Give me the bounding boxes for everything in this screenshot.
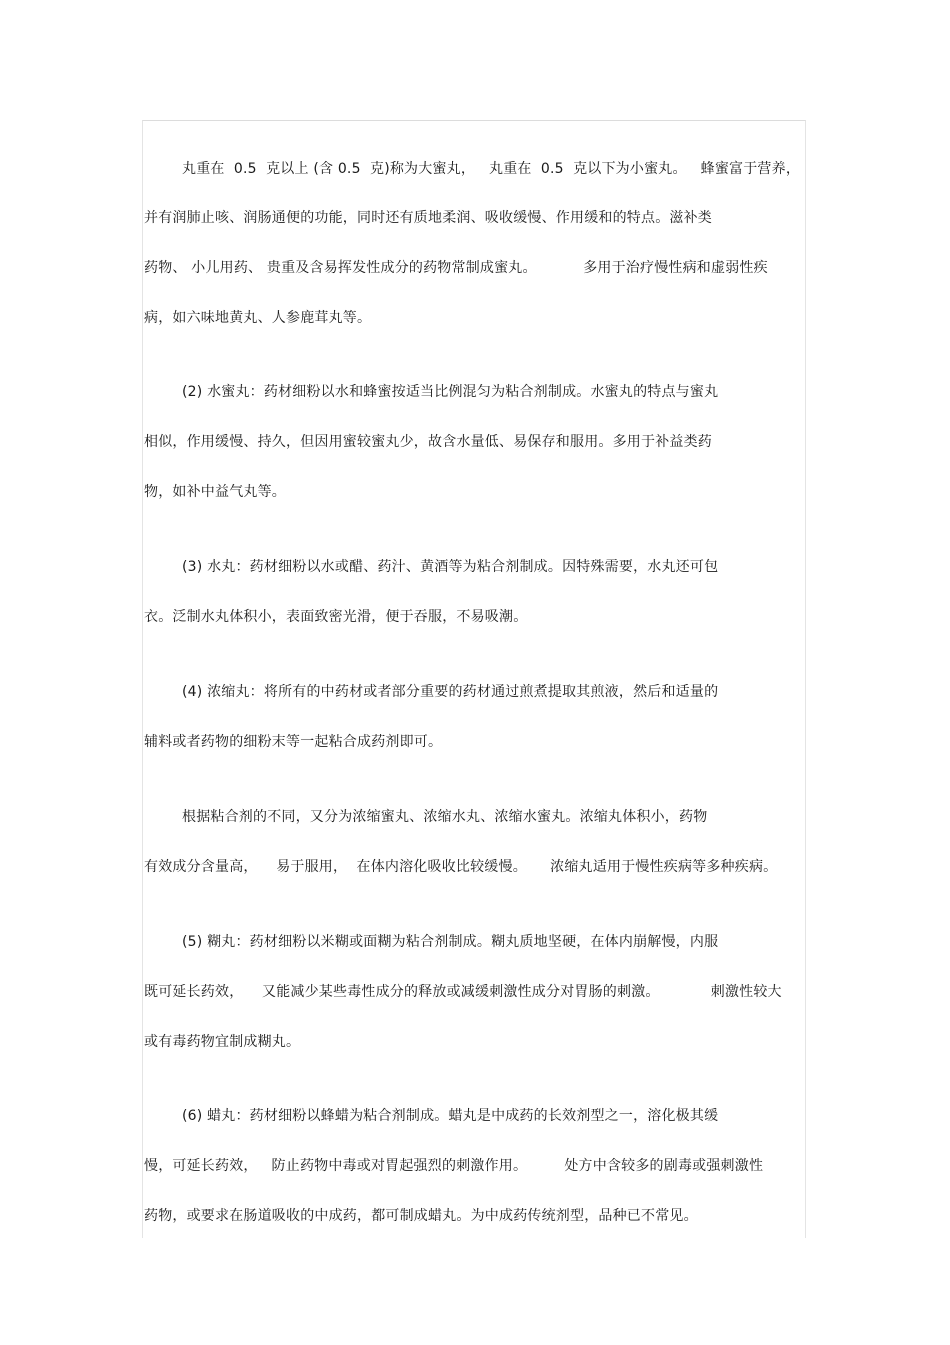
paragraph-4-line-2: 辅料或者药物的细粉末等一起粘合成药剂即可。: [144, 734, 443, 750]
paragraph-3-line-2: 衣。泛制水丸体积小，表面致密光滑，便于吞服，不易吸潮。: [144, 609, 528, 625]
paragraph-2-line-2: 相似，作用缓慢、持久，但因用蜜较蜜丸少，故含水量低、易保存和服用。多用于补益类药: [144, 434, 712, 450]
paragraph-5-line-2: 有效成分含量高， 易于服用， 在体内溶化吸收比较缓慢。 浓缩丸适用于慢性疾病等多种疾病。: [144, 859, 778, 875]
paragraph-1-line-4: 病，如六味地黄丸、人参鹿茸丸等。: [144, 310, 372, 326]
paragraph-1-line-1: 丸重在 0.5 克以上 (含 0.5 克)称为大蜜丸， 丸重在 0.5 克以下为小蜜丸。 蜂蜜富于营养，: [182, 161, 801, 177]
paragraph-6-line-1: (5) 糊丸：药材细粉以米糊或面糊为粘合剂制成。糊丸质地坚硬，在体内崩解慢，内服: [182, 934, 719, 950]
page-frame: [142, 120, 806, 1238]
paragraph-3-line-1: (3) 水丸：药材细粉以水或醋、药汁、黄酒等为粘合剂制成。因特殊需要，水丸还可包: [182, 559, 719, 575]
paragraph-4-line-1: (4) 浓缩丸：将所有的中药材或者部分重要的药材通过煎煮提取其煎液，然后和适量的: [182, 684, 719, 700]
paragraph-6-line-3: 或有毒药物宜制成糊丸。: [144, 1034, 301, 1050]
paragraph-7-line-1: (6) 蜡丸：药材细粉以蜂蜡为粘合剂制成。蜡丸是中成药的长效剂型之一，溶化极其缓: [182, 1108, 719, 1124]
paragraph-1-line-3: 药物、 小儿用药、 贵重及含易挥发性成分的药物常制成蜜丸。 多用于治疗慢性病和虚弱性疾: [144, 260, 768, 276]
paragraph-7-line-2: 慢，可延长药效， 防止药物中毒或对胃起强烈的刺激作用。 处方中含较多的剧毒或强刺激性: [144, 1158, 764, 1174]
paragraph-7-line-3: 药物，或要求在肠道吸收的中成药，都可制成蜡丸。为中成药传统剂型，品种已不常见。: [144, 1208, 698, 1224]
paragraph-5-line-1: 根据粘合剂的不同，又分为浓缩蜜丸、浓缩水丸、浓缩水蜜丸。浓缩丸体积小，药物: [182, 809, 708, 825]
paragraph-1-line-2: 并有润肺止咳、润肠通便的功能，同时还有质地柔润、吸收缓慢、作用缓和的特点。滋补类: [144, 210, 712, 226]
paragraph-2-line-1: (2) 水蜜丸：药材细粉以水和蜂蜜按适当比例混匀为粘合剂制成。水蜜丸的特点与蜜丸: [182, 384, 719, 400]
paragraph-2-line-3: 物，如补中益气丸等。: [144, 484, 286, 500]
paragraph-6-line-2: 既可延长药效， 又能减少某些毒性成分的释放或减缓刺激性成分对胃肠的刺激。 刺激性较大: [144, 984, 782, 1000]
